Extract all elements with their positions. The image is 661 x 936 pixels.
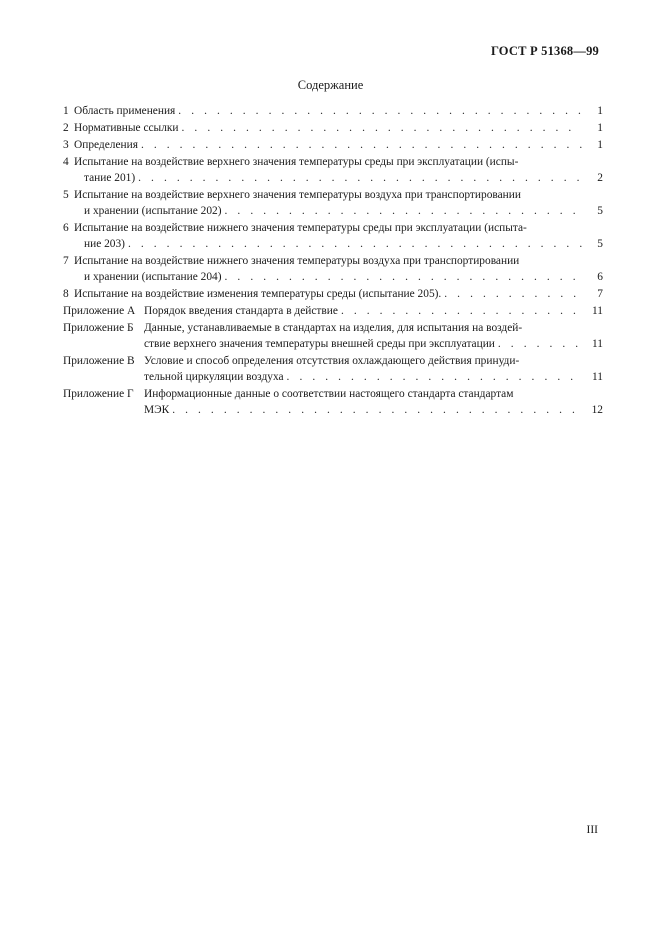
toc-entry-page: 1: [597, 105, 603, 117]
toc-entry-number: Приложение А: [63, 305, 136, 317]
toc-title: Содержание: [297, 78, 364, 92]
toc-entry[interactable]: [63, 286, 603, 302]
toc-entry-title: и хранении (испытание 204): [84, 271, 222, 283]
dot-leader: [498, 336, 582, 352]
toc-entry-number: 1: [63, 105, 69, 117]
page-number: III: [586, 824, 598, 836]
toc-entry[interactable]: [63, 154, 603, 186]
toc-entry-title: Данные, устанавливаемые в стандартах на изделия, для испытания на воздей-: [144, 322, 523, 334]
toc-entry-title: Испытание на воздействие нижнего значения температуры среды при эксплуатации (испыта-: [74, 222, 527, 234]
toc-entry[interactable]: [63, 103, 603, 119]
toc-entry-number: 4: [63, 156, 69, 168]
toc-entry-number: 5: [63, 189, 69, 201]
standard-designation: ГОСТ Р 51368—99: [490, 44, 599, 58]
toc-entry-number: 7: [63, 255, 69, 267]
toc-entry[interactable]: [63, 353, 603, 385]
toc-entry[interactable]: [63, 253, 603, 285]
toc-entry[interactable]: [63, 120, 603, 136]
toc-entry[interactable]: [63, 303, 603, 319]
toc-entry-page: 1: [597, 122, 603, 134]
dot-leader: [141, 137, 582, 153]
dot-leader: [287, 369, 582, 385]
toc-entry-number: 8: [63, 288, 69, 300]
toc-entry-title: Условие и способ определения отсутствия охлаждающего действия принуди-: [144, 355, 520, 367]
toc-entry-page: 12: [591, 404, 603, 416]
dot-leader: [225, 269, 582, 285]
toc-entry-number: 3: [63, 139, 69, 151]
toc-entry-title: Порядок введения стандарта в действие: [144, 305, 338, 317]
toc-entry[interactable]: [63, 386, 603, 418]
toc-entry-title: ствие верхнего значения температуры внешней среды при эксплуатации: [144, 338, 495, 350]
toc-entry-page: 11: [592, 338, 603, 350]
toc-entry-number: Приложение Б: [63, 322, 134, 334]
toc-entry-title: МЭК: [144, 404, 170, 416]
toc-entry-page: 2: [597, 172, 603, 184]
toc-entry-page: 11: [592, 371, 603, 383]
toc-entry-page: 7: [597, 288, 603, 300]
dot-leader: [225, 203, 582, 219]
toc-entry-title: Нормативные ссылки: [74, 122, 179, 134]
toc-entry-title: Испытание на воздействие верхнего значения температуры воздуха при транспортировании: [74, 189, 521, 201]
toc-entry-title: и хранении (испытание 202): [84, 205, 222, 217]
toc-entry-number: Приложение Г: [63, 388, 134, 400]
toc-entry-title: Испытание на воздействие верхнего значения температуры среды при эксплуатации (испы-: [74, 156, 519, 168]
dot-leader: [138, 170, 582, 186]
dot-leader: [182, 120, 582, 136]
toc-entry-page: 1: [597, 139, 603, 151]
dot-leader: [444, 286, 582, 302]
toc-entry-title: тельной циркуляции воздуха: [144, 371, 284, 383]
toc-entry-number: Приложение В: [63, 355, 135, 367]
toc-entry-title: ние 203): [84, 238, 125, 250]
toc-entry-title: Информационные данные о соответствии настоящего стандарта стандартам: [144, 388, 514, 400]
toc-entry-number: 2: [63, 122, 69, 134]
toc-entry[interactable]: [63, 320, 603, 352]
toc-entry-title: Испытание на воздействие нижнего значения температуры воздуха при транспортировании: [74, 255, 520, 267]
table-of-contents: [63, 103, 603, 419]
toc-entry-title: Область применения: [74, 105, 176, 117]
dot-leader: [178, 103, 582, 119]
toc-entry-page: 5: [597, 205, 603, 217]
toc-entry[interactable]: [63, 187, 603, 219]
toc-entry-title: тание 201): [84, 172, 136, 184]
toc-entry-page: 11: [592, 305, 603, 317]
toc-entry-title: Испытание на воздействие изменения температуры среды (испытание 205).: [74, 288, 442, 300]
toc-entry-title: Определения: [74, 139, 138, 151]
toc-entry[interactable]: [63, 220, 603, 252]
toc-entry[interactable]: [63, 137, 603, 153]
toc-entry-number: 6: [63, 222, 69, 234]
dot-leader: [341, 303, 582, 319]
dot-leader: [128, 236, 582, 252]
toc-entry-page: 5: [597, 238, 603, 250]
dot-leader: [172, 402, 582, 418]
toc-entry-page: 6: [597, 271, 603, 283]
